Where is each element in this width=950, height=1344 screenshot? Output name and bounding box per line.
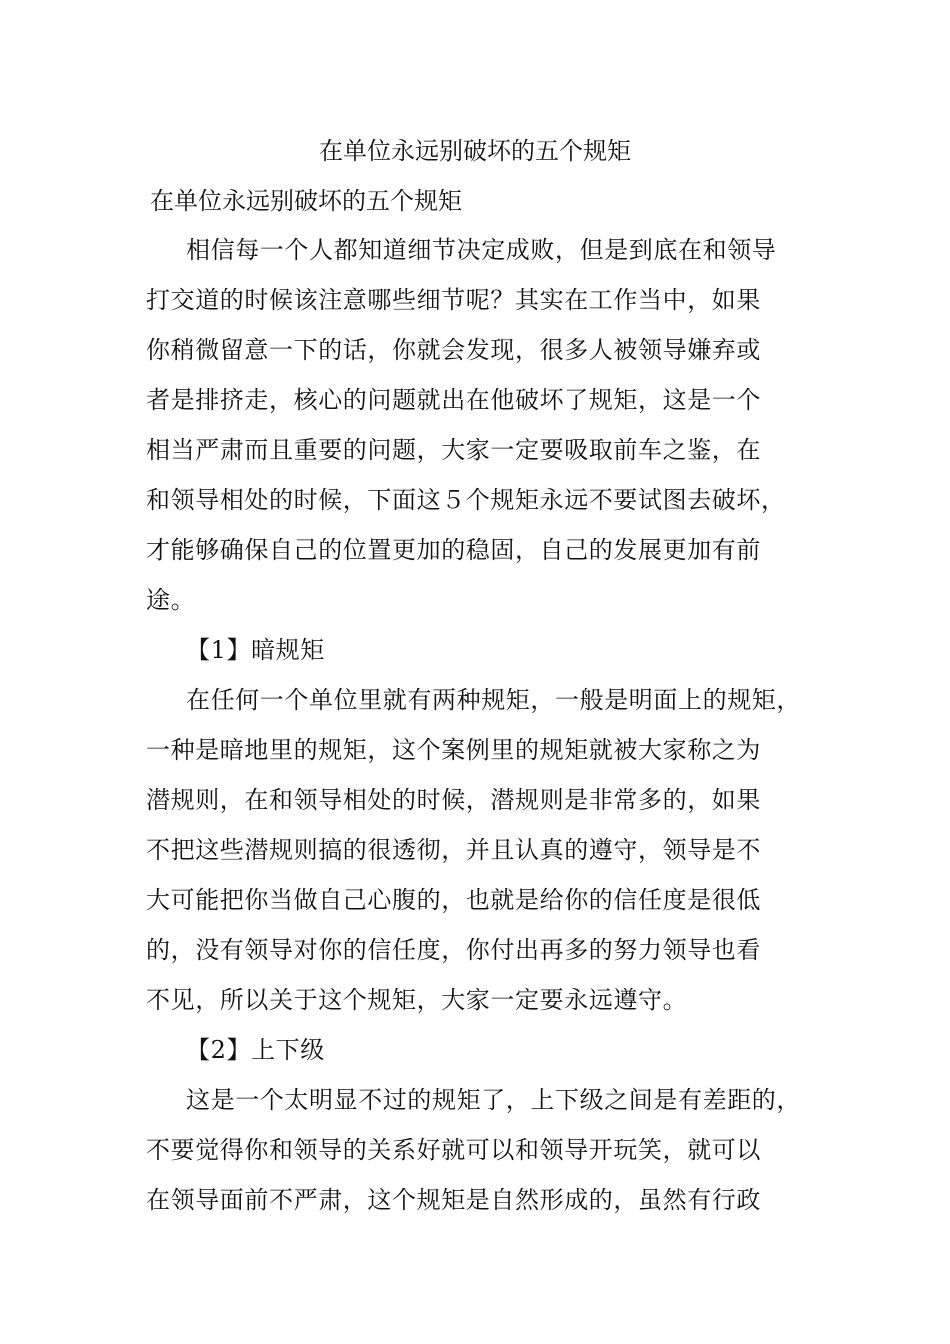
document-title: 在单位永远别破坏的五个规矩 — [319, 137, 631, 165]
paragraph-line: 才能够确保自己的位置更加的稳固，自己的发展更加有前 — [146, 536, 761, 564]
paragraph-line: 相当严肃而且重要的问题，大家一定要吸取前车之鉴，在 — [146, 436, 761, 464]
paragraph-line: 不要觉得你和领导的关系好就可以和领导开玩笑，就可以 — [146, 1136, 761, 1164]
paragraph-line: 在领导面前不严肃，这个规矩是自然形成的，虽然有行政 — [146, 1186, 761, 1214]
section-heading: 【1】暗规矩 — [186, 636, 325, 664]
paragraph-line: 途。 — [146, 586, 196, 614]
paragraph-line: 潜规则，在和领导相处的时候，潜规则是非常多的，如果 — [146, 786, 761, 814]
paragraph-line: 这是一个太明显不过的规矩了，上下级之间是有差距的， — [186, 1086, 801, 1114]
paragraph-line: 不把这些潜规则搞的很透彻，并且认真的遵守，领导是不 — [146, 836, 761, 864]
paragraph-line: 打交道的时候该注意哪些细节呢？其实在工作当中，如果 — [146, 286, 761, 314]
paragraph-line: 大可能把你当做自己心腹的，也就是给你的信任度是很低 — [146, 886, 761, 914]
document-subtitle: 在单位永远别破坏的五个规矩 — [150, 187, 462, 215]
section-heading: 【2】上下级 — [186, 1036, 325, 1064]
paragraph-line: 相信每一个人都知道细节决定成败，但是到底在和领导 — [186, 236, 777, 264]
paragraph-line: 不见，所以关于这个规矩，大家一定要永远遵守。 — [146, 986, 688, 1014]
paragraph-line: 和领导相处的时候，下面这５个规矩永远不要试图去破坏， — [146, 486, 786, 514]
paragraph-line: 的，没有领导对你的信任度，你付出再多的努力领导也看 — [146, 936, 761, 964]
paragraph-line: 一种是暗地里的规矩，这个案例里的规矩就被大家称之为 — [146, 736, 761, 764]
paragraph-line: 在任何一个单位里就有两种规矩，一般是明面上的规矩， — [186, 686, 801, 714]
paragraph-line: 者是排挤走，核心的问题就出在他破坏了规矩，这是一个 — [146, 386, 761, 414]
paragraph-line: 你稍微留意一下的话，你就会发现，很多人被领导嫌弃或 — [146, 336, 761, 364]
